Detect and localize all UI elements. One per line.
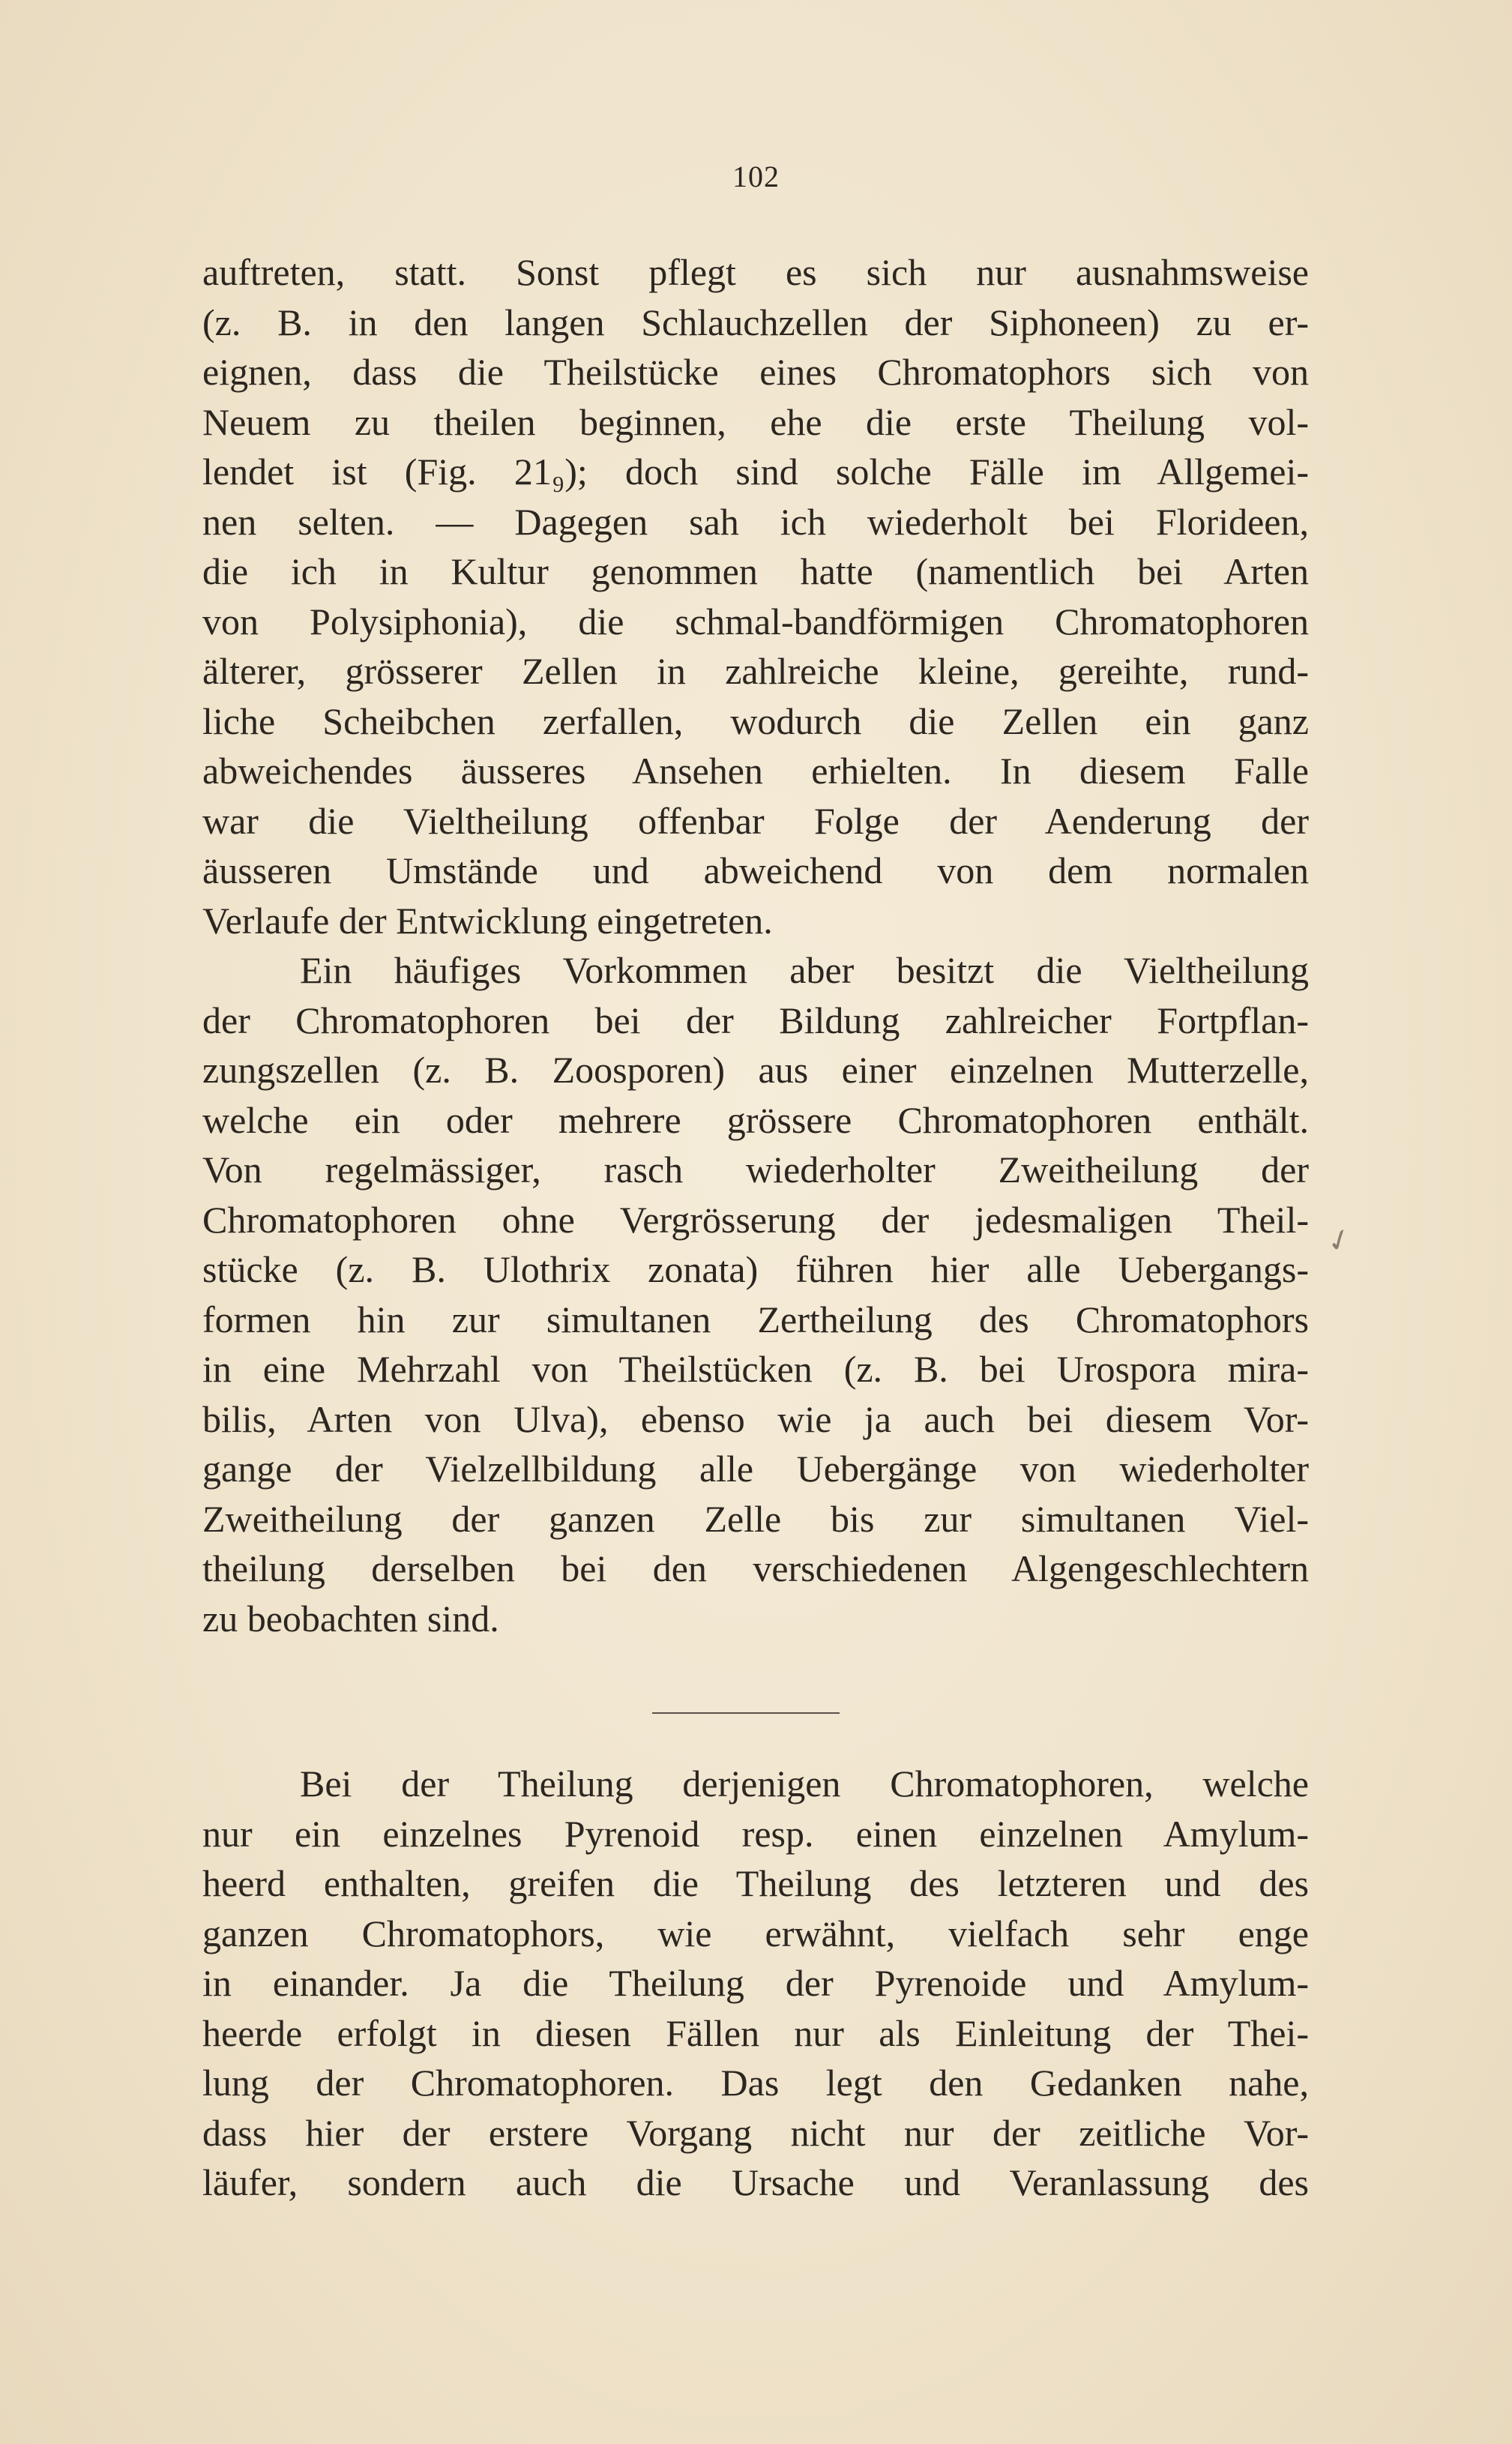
- text-line: lendet ist (Fig. 21₉); doch sind solche Fälle im Allgemei-: [202, 451, 1309, 493]
- text-line: die ich in Kultur genommen hatte (namentlich bei Arten: [202, 550, 1309, 592]
- section-divider: [652, 1712, 840, 1714]
- text-line: Ein häufiges Vorkommen aber besitzt die Vieltheilung: [300, 949, 1309, 991]
- text-line: lung der Chromatophoren. Das legt den Gedanken nahe,: [202, 2062, 1309, 2104]
- text-line: Chromatophoren ohne Vergrösserung der jedesmaligen Theil-: [202, 1198, 1309, 1241]
- text-line: der Chromatophoren bei der Bildung zahlreicher Fortpflan-: [202, 999, 1309, 1041]
- text-line: war die Vieltheilung offenbar Folge der Aenderung der: [202, 799, 1309, 842]
- text-line: formen hin zur simultanen Zertheilung des Chromatophors: [202, 1298, 1309, 1340]
- text-line: auftreten, statt. Sonst pflegt es sich nur ausnahmsweise: [202, 251, 1309, 293]
- text-line: welche ein oder mehrere grössere Chromatophoren enthält.: [202, 1098, 1309, 1141]
- text-line: heerde erfolgt in diesen Fällen nur als Einleitung der Thei-: [202, 2011, 1309, 2054]
- text-line: gange der Vielzellbildung alle Uebergänge von wiederholter: [202, 1448, 1309, 1490]
- text-line: von Polysiphonia), die schmal-bandförmigen Chromatophoren: [202, 600, 1309, 642]
- text-line: heerd enthalten, greifen die Theilung des letzteren und des: [202, 1862, 1309, 1904]
- text-line: läufer, sondern auch die Ursache und Veranlassung des: [202, 2161, 1309, 2203]
- text-line: nen selten. — Dagegen sah ich wiederholt bei Florideen,: [202, 500, 1309, 543]
- text-line: stücke (z. B. Ulothrix zonata) führen hier alle Uebergangs-: [202, 1248, 1309, 1290]
- text-line: eignen, dass die Theilstücke eines Chromatophors sich von: [202, 351, 1309, 393]
- text-line: Neuem zu theilen beginnen, ehe die erste Theilung vol-: [202, 400, 1309, 443]
- page-number: 102: [732, 160, 780, 193]
- text-line: äusseren Umstände und abweichend von dem normalen: [202, 849, 1309, 891]
- text-line: Verlaufe der Entwicklung eingetreten.: [202, 899, 773, 942]
- text-line: Bei der Theilung derjenigen Chromatophoren, welche: [300, 1763, 1309, 1805]
- text-line: bilis, Arten von Ulva), ebenso wie ja auch bei diesem Vor-: [202, 1397, 1309, 1440]
- text-line: dass hier der erstere Vorgang nicht nur der zeitliche Vor-: [202, 2111, 1309, 2154]
- text-line: theilung derselben bei den verschiedenen Algengeschlechtern: [202, 1547, 1309, 1589]
- text-line: (z. B. in den langen Schlauchzellen der Siphoneen) zu er-: [202, 301, 1309, 343]
- margin-pencil-mark-icon: ✓: [1322, 1220, 1358, 1262]
- text-line: abweichendes äusseres Ansehen erhielten. In diesem Falle: [202, 750, 1309, 792]
- text-line: älterer, grösserer Zellen in zahlreiche kleine, gereihte, rund-: [202, 650, 1309, 692]
- text-block-bottom: [202, 1759, 1309, 2208]
- text-line: nur ein einzelnes Pyrenoid resp. einen einzelnen Amylum-: [202, 1812, 1309, 1855]
- text-line: in einander. Ja die Theilung der Pyrenoide und Amylum-: [202, 1962, 1309, 2004]
- text-line: zungszellen (z. B. Zoosporen) aus einer einzelnen Mutterzelle,: [202, 1049, 1309, 1091]
- text-line: zu beobachten sind.: [202, 1597, 499, 1640]
- text-block-top: [202, 247, 1309, 1643]
- text-line: Von regelmässiger, rasch wiederholter Zweitheilung der: [202, 1149, 1309, 1191]
- text-line: in eine Mehrzahl von Theilstücken (z. B. bei Urospora mira-: [202, 1348, 1309, 1390]
- text-line: liche Scheibchen zerfallen, wodurch die Zellen ein ganz: [202, 699, 1309, 742]
- text-line: Zweitheilung der ganzen Zelle bis zur simultanen Viel-: [202, 1497, 1309, 1540]
- text-line: ganzen Chromatophors, wie erwähnt, vielfach sehr enge: [202, 1912, 1309, 1954]
